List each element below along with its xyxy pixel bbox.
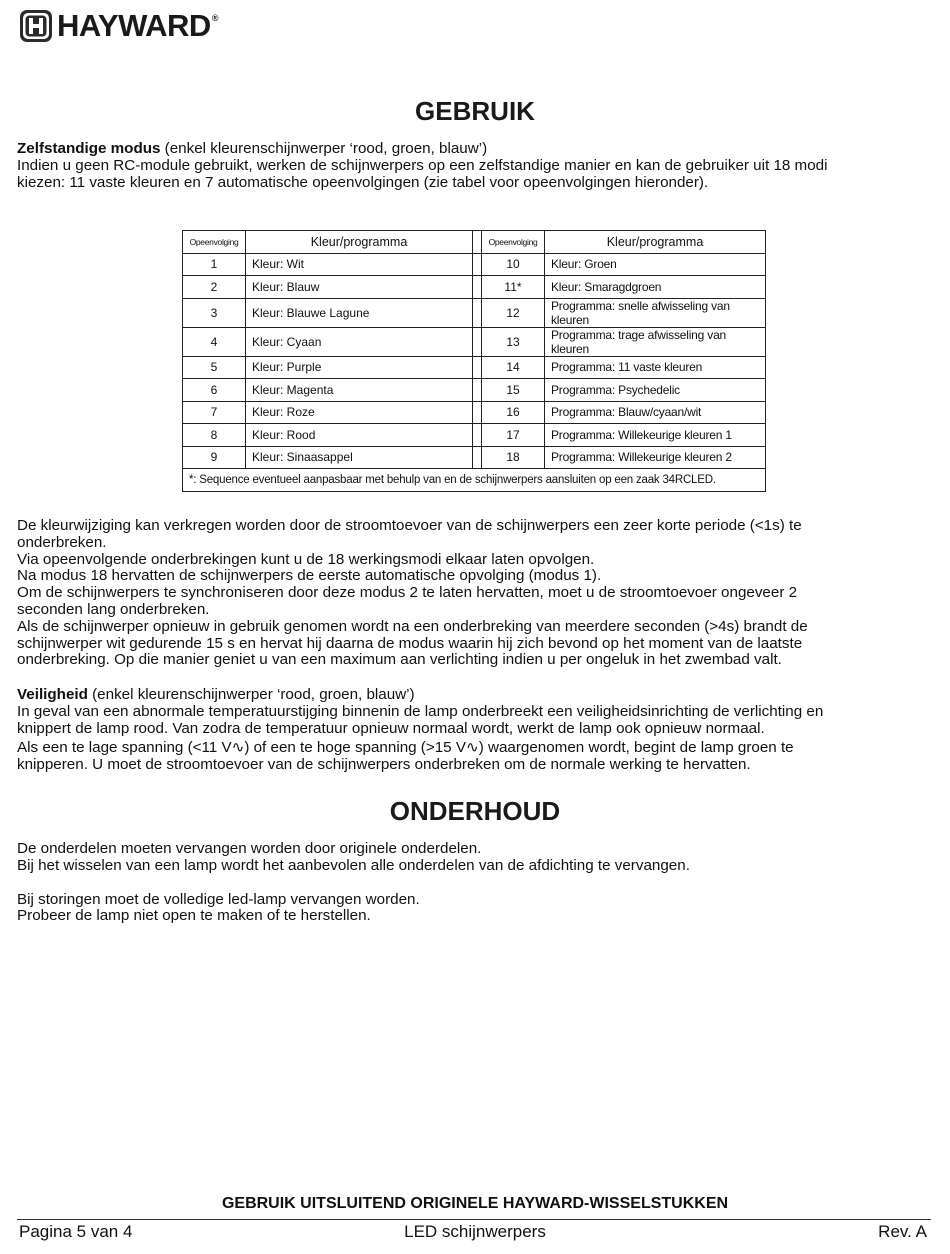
table-gap [473,401,482,424]
body-line-4: Na modus 18 hervatten de schijnwerpers de eerste automatische opvolging (modus 1). [17,567,602,585]
table-row [183,446,766,469]
table-row [183,424,766,447]
body-line-8: schijnwerper wit gedurende 15 s en hervat hij daarna de modus waarin hij zich bevond op het moment van de laatste [17,634,803,652]
table-header-row [183,231,766,254]
seq-number-left: 3 [183,298,246,327]
seq-number-left: 2 [183,276,246,299]
section-title-onderhoud: ONDERHOUD [389,796,561,826]
col-header-prog-right: Kleur/programma [545,231,766,254]
safety-line-4: knipperen. U moet de stroomtoevoer van de schijnwerpers onderbreken om de normale werking te hervatten. [17,756,751,774]
program-label-left: Kleur: Rood [246,424,473,447]
program-label-right: Programma: Willekeurige kleuren 2 [545,446,766,469]
seq-number-left: 4 [183,327,246,356]
col-header-prog-left: Kleur/programma [246,231,473,254]
program-label-left: Kleur: Purple [246,356,473,379]
footer-revision: Rev. A [878,1222,927,1241]
body-line-2: onderbreken. [17,533,107,551]
intro-heading: Zelfstandige modus [17,140,161,157]
hayward-logo [19,9,218,43]
hayward-logo-icon [19,9,53,43]
table-gap [473,424,482,447]
safety-heading: Veiligheid [17,686,88,703]
table-footnote-row [183,469,766,492]
seq-number-right: 12 [482,298,545,327]
col-header-seq-right: Opeenvolging [482,231,545,254]
safety-paragraph [17,687,935,774]
program-label-left: Kleur: Blauw [246,276,473,299]
intro-heading-suffix: (enkel kleurenschijnwerper ‘rood, groen, blauw’) [160,140,488,157]
body-line-6: seconden lang onderbreken. [17,600,210,618]
seq-number-right: 18 [482,446,545,469]
seq-number-left: 6 [183,379,246,402]
table-gap [473,446,482,469]
program-label-left: Kleur: Wit [246,253,473,276]
table-row [183,356,766,379]
program-label-right: Programma: Willekeurige kleuren 1 [545,424,766,447]
registered-mark: ® [211,13,218,23]
footer-divider [17,1219,931,1220]
maintenance-line-3: Bij storingen moet de volledige led-lamp vervangen worden. [17,890,420,908]
safety-line-2: knippert de lamp rood. Van zodra de temperatuur opnieuw normaal wordt, werkt de lamp ook opnieuw normaal. [17,719,765,737]
table-gap [473,356,482,379]
table-row [183,327,766,356]
body-line-1: De kleurwijziging kan verkregen worden door de stroomtoevoer van de schijnwerpers een zeer korte periode (<1s) te [17,517,802,534]
seq-number-right: 15 [482,379,545,402]
program-label-right: Programma: Blauw/cyaan/wit [545,401,766,424]
program-label-left: Kleur: Roze [246,401,473,424]
program-label-left: Kleur: Cyaan [246,327,473,356]
seq-number-left: 9 [183,446,246,469]
program-label-right: Programma: snelle afwisseling van kleuren [545,298,766,327]
seq-number-right: 11* [482,276,545,299]
brand-name: HAYWARD® [57,8,218,43]
footer-page-number: Pagina 5 van 4 [19,1222,133,1241]
program-label-left: Kleur: Magenta [246,379,473,402]
section-title-gebruik: GEBRUIK [415,96,535,126]
table-row [183,276,766,299]
seq-number-left: 1 [183,253,246,276]
safety-line-3: Als een te lage spanning (<11 V∿) of een te hoge spanning (>15 V∿) waargenomen wordt, begint de lamp groen te [17,739,794,757]
body-line-9: onderbreking. Op die manier geniet u van een maximum aan verlichting indien u per ongeluk in het zwembad valt. [17,651,782,669]
table-row [183,253,766,276]
table-gap [473,231,482,254]
program-label-right: Programma: trage afwisseling van kleuren [545,327,766,356]
seq-number-right: 17 [482,424,545,447]
program-label-right: Kleur: Groen [545,253,766,276]
table-footnote: *: Sequence eventueel aanpasbaar met behulp van en de schijnwerpers aansluiten op een zaak 34RCLED. [183,469,766,492]
program-label-right: Programma: 11 vaste kleuren [545,356,766,379]
safety-line-1: In geval van een abnormale temperatuurstijging binnenin de lamp onderbreekt een veiligheidsinrichting de verlichting en [17,702,824,720]
table-gap [473,379,482,402]
seq-number-left: 7 [183,401,246,424]
intro-line-1: Indien u geen RC-module gebruikt, werken de schijnwerpers op een zelfstandige manier en kan de gebruiker uit 18 modi [17,156,828,174]
seq-number-right: 13 [482,327,545,356]
body-line-7: Als de schijnwerper opnieuw in gebruik genomen wordt na een onderbreking van meerdere seconden (>4s) brandt de [17,617,808,635]
table-row [183,401,766,424]
intro-paragraph [17,141,935,191]
maintenance-line-4: Probeer de lamp niet open te maken of te herstellen. [17,907,371,925]
table-gap [473,298,482,327]
maintenance-line-2: Bij het wisselen van een lamp wordt het aanbevolen alle onderdelen van de afdichting te vervangen. [17,856,690,874]
seq-number-left: 5 [183,356,246,379]
program-label-left: Kleur: Sinaasappel [246,446,473,469]
footer-product: LED schijnwerpers [404,1222,546,1241]
body-paragraph [17,518,935,669]
program-label-left: Kleur: Blauwe Lagune [246,298,473,327]
sequence-table [182,230,766,492]
seq-number-right: 14 [482,356,545,379]
seq-number-right: 10 [482,253,545,276]
intro-line-2: kiezen: 11 vaste kleuren en 7 automatische opeenvolgingen (zie tabel voor opeenvolgingen hieronder). [17,173,709,191]
program-label-right: Programma: Psychedelic [545,379,766,402]
col-header-seq-left: Opeenvolging [183,231,246,254]
body-line-5: Om de schijnwerpers te synchroniseren door deze modus 2 te laten hervatten, moet u de stroomtoevoer ongeveer 2 [17,584,798,602]
safety-heading-suffix: (enkel kleurenschijnwerper ‘rood, groen, blauw’) [87,686,415,703]
table-gap [473,276,482,299]
footer-notice: GEBRUIK UITSLUITEND ORIGINELE HAYWARD-WISSELSTUKKEN [221,1195,729,1212]
seq-number-left: 8 [183,424,246,447]
program-label-right: Kleur: Smaragdgroen [545,276,766,299]
maintenance-line-1: De onderdelen moeten vervangen worden door originele onderdelen. [17,840,482,857]
maintenance-paragraph [17,841,935,925]
table-gap [473,327,482,356]
table-gap [473,253,482,276]
body-line-3: Via opeenvolgende onderbrekingen kunt u de 18 werkingsmodi elkaar laten opvolgen. [17,550,595,568]
table-row [183,379,766,402]
table-row [183,298,766,327]
seq-number-right: 16 [482,401,545,424]
